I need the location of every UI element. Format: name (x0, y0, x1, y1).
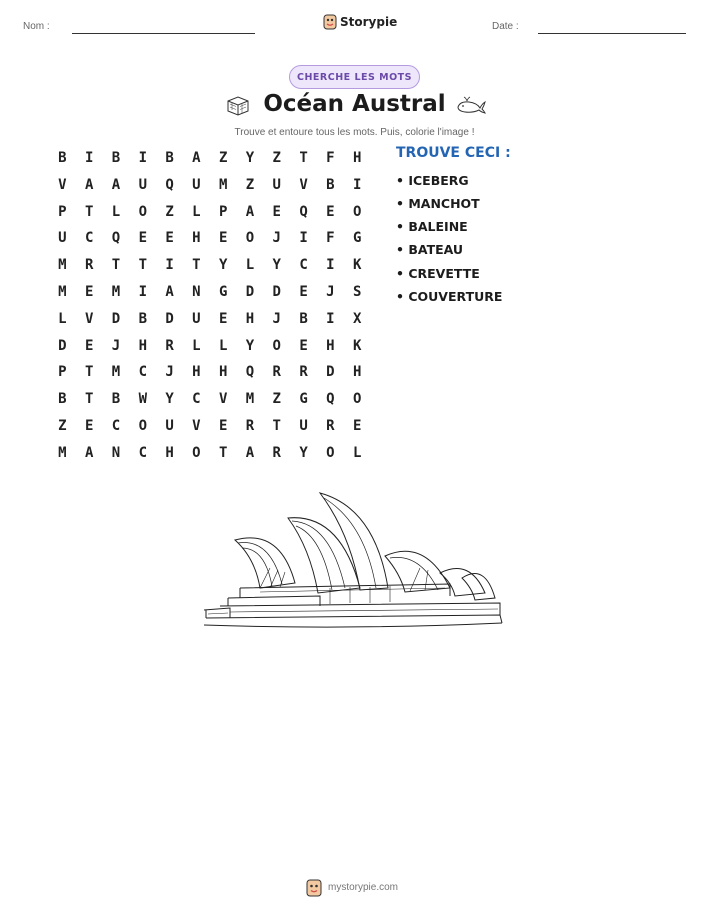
grid-letter[interactable]: T (138, 257, 147, 274)
grid-letter[interactable]: M (58, 284, 67, 300)
word-list-item: • CREVETTE (396, 266, 480, 281)
grid-letter[interactable]: M (58, 257, 67, 274)
grid-letter[interactable]: U (192, 176, 201, 193)
grid-letter[interactable]: V (58, 176, 67, 193)
grid-letter[interactable]: A (245, 444, 255, 461)
grid-letter[interactable]: I (165, 257, 174, 274)
grid-letter[interactable]: T (84, 391, 94, 408)
grid-letter[interactable]: T (84, 364, 94, 381)
storypie-mascot-icon (306, 879, 322, 901)
grid-letter[interactable]: E (218, 310, 228, 327)
grid-letter[interactable]: D (58, 337, 67, 354)
grid-letter[interactable]: N (111, 444, 121, 461)
grid-letter[interactable]: Q (245, 364, 255, 381)
grid-letter[interactable]: K (352, 257, 362, 274)
grid-letter[interactable]: I (84, 150, 94, 166)
grid-letter[interactable]: Z (58, 418, 67, 434)
grid-letter[interactable]: M (245, 391, 255, 408)
grid-letter[interactable]: B (111, 150, 121, 166)
grid-letter[interactable]: K (352, 337, 362, 354)
grid-letter[interactable]: U (58, 230, 67, 247)
grid-letter[interactable]: C (111, 418, 121, 434)
grid-letter[interactable]: I (326, 257, 335, 274)
grid-letter[interactable]: R (165, 337, 174, 354)
grid-letter[interactable]: T (192, 257, 201, 274)
grid-letter[interactable]: T (111, 257, 121, 274)
grid-row (49, 257, 371, 273)
grid-letter[interactable]: A (84, 444, 94, 461)
word-list-item: • BATEAU (396, 242, 464, 257)
grid-letter[interactable]: Y (245, 337, 255, 354)
grid-letter[interactable]: V (192, 418, 201, 434)
grid-letter[interactable]: Y (218, 257, 228, 274)
grid-letter[interactable]: L (352, 444, 362, 461)
grid-letter[interactable]: L (58, 310, 67, 327)
grid-letter[interactable]: O (352, 391, 362, 408)
grid-letter[interactable]: E (299, 337, 308, 354)
grid-row (49, 391, 371, 407)
grid-letter[interactable]: I (138, 150, 147, 166)
grid-letter[interactable]: C (84, 230, 94, 247)
grid-letter[interactable]: H (192, 364, 201, 381)
grid-letter[interactable]: R (326, 418, 335, 434)
grid-letter[interactable]: Q (111, 230, 121, 247)
grid-letter[interactable]: G (352, 230, 362, 247)
grid-letter[interactable]: O (138, 203, 147, 220)
grid-letter[interactable]: J (111, 337, 121, 354)
word-list-item: • COUVERTURE (396, 289, 503, 304)
grid-letter[interactable]: B (299, 310, 308, 327)
grid-letter[interactable]: D (326, 364, 335, 381)
grid-letter[interactable]: R (272, 444, 281, 461)
grid-letter[interactable]: E (299, 284, 308, 300)
grid-letter[interactable]: P (58, 203, 67, 220)
grid-letter[interactable]: Z (272, 150, 281, 166)
grid-row (49, 418, 371, 434)
grid-letter[interactable]: H (352, 150, 362, 166)
grid-letter[interactable]: H (326, 337, 335, 354)
grid-letter[interactable]: U (192, 310, 201, 327)
grid-letter[interactable]: G (218, 284, 228, 300)
grid-letter[interactable]: Y (245, 150, 255, 166)
grid-letter[interactable]: H (352, 364, 362, 381)
grid-letter[interactable]: T (218, 444, 228, 461)
grid-letter[interactable]: L (192, 337, 201, 354)
grid-letter[interactable]: D (165, 310, 174, 327)
grid-letter[interactable]: L (245, 257, 255, 274)
grid-row (49, 204, 371, 220)
word-list-item: • ICEBERG (396, 173, 469, 188)
grid-letter[interactable]: E (272, 203, 281, 220)
grid-letter[interactable]: T (299, 150, 308, 166)
footer-url[interactable]: mystorypie.com (328, 882, 399, 893)
grid-row (49, 284, 371, 300)
word-list-item: • BALEINE (396, 219, 468, 234)
grid-letter[interactable]: M (58, 444, 67, 461)
grid-letter[interactable]: L (111, 203, 121, 220)
grid-letter[interactable]: V (299, 176, 308, 193)
grid-letter[interactable]: R (299, 364, 308, 381)
grid-letter[interactable]: A (111, 176, 121, 193)
grid-letter[interactable]: B (138, 310, 147, 327)
grid-row (49, 445, 371, 461)
grid-letter[interactable]: M (218, 176, 228, 193)
grid-letter[interactable]: J (272, 230, 281, 247)
grid-letter[interactable]: B (111, 391, 121, 408)
date-label: Date : (492, 21, 519, 32)
grid-letter[interactable]: Y (299, 444, 308, 461)
grid-letter[interactable]: X (352, 310, 362, 327)
grid-letter[interactable]: D (272, 284, 281, 300)
grid-letter[interactable]: E (218, 418, 228, 434)
grid-letter[interactable]: R (245, 418, 255, 434)
grid-letter[interactable]: Z (245, 176, 255, 193)
grid-letter[interactable]: E (326, 203, 335, 220)
word-list-title: TROUVE CECI : (396, 145, 511, 161)
grid-letter[interactable]: A (165, 284, 174, 300)
name-label: Nom : (23, 21, 50, 32)
grid-letter[interactable]: H (138, 337, 147, 354)
grid-letter[interactable]: L (218, 337, 228, 354)
storypie-mascot-icon (323, 14, 337, 30)
grid-letter[interactable]: J (165, 364, 174, 381)
grid-letter[interactable]: V (218, 391, 228, 408)
grid-letter[interactable]: L (192, 203, 201, 220)
grid-letter[interactable]: H (192, 230, 201, 247)
grid-letter[interactable]: I (299, 230, 308, 247)
grid-letter[interactable]: Q (326, 391, 335, 408)
grid-letter[interactable]: U (299, 418, 308, 434)
grid-letter[interactable]: N (192, 284, 201, 300)
instructions: Trouve et entoure tous les mots. Puis, colorie l'image ! (234, 127, 475, 138)
grid-letter[interactable]: C (299, 257, 308, 274)
grid-letter[interactable]: E (218, 230, 228, 247)
grid-letter[interactable]: E (84, 418, 94, 434)
grid-letter[interactable]: H (165, 444, 174, 461)
grid-letter[interactable]: J (272, 310, 281, 327)
page-title: Océan Austral (263, 91, 446, 117)
grid-letter[interactable]: U (272, 176, 281, 193)
grid-row (49, 230, 371, 246)
grid-letter[interactable]: W (138, 391, 147, 408)
grid-letter[interactable]: D (111, 310, 121, 327)
grid-letter[interactable]: E (84, 337, 94, 354)
name-line[interactable] (72, 33, 255, 34)
grid-letter[interactable]: E (352, 418, 362, 434)
grid-letter[interactable]: F (326, 150, 335, 166)
grid-letter[interactable]: Z (218, 150, 228, 166)
grid-letter[interactable]: M (111, 284, 121, 300)
opera-house-illustration (200, 488, 510, 637)
grid-letter[interactable]: P (58, 364, 67, 381)
grid-letter[interactable]: F (326, 230, 335, 247)
grid-letter[interactable]: R (272, 364, 281, 381)
grid-letter[interactable]: B (58, 391, 67, 408)
grid-letter[interactable]: O (272, 337, 281, 354)
activity-badge: CHERCHE LES MOTS (289, 65, 420, 89)
grid-letter[interactable]: M (111, 364, 121, 381)
grid-letter[interactable]: O (138, 418, 147, 434)
grid-letter[interactable]: Y (165, 391, 174, 408)
grid-letter[interactable]: R (84, 257, 94, 274)
grid-letter[interactable]: O (245, 230, 255, 247)
grid-row (49, 364, 371, 380)
grid-letter[interactable]: U (165, 418, 174, 434)
grid-letter[interactable]: O (192, 444, 201, 461)
grid-letter[interactable]: T (272, 418, 281, 434)
grid-letter[interactable]: H (245, 310, 255, 327)
grid-letter[interactable]: G (299, 391, 308, 408)
brand-logo (323, 14, 397, 30)
grid-letter[interactable]: C (138, 364, 147, 381)
grid-letter[interactable]: B (326, 176, 335, 193)
grid-letter[interactable]: U (138, 176, 147, 193)
grid-letter[interactable]: C (192, 391, 201, 408)
grid-row (49, 177, 371, 193)
grid-letter[interactable]: Z (272, 391, 281, 408)
grid-letter[interactable]: Q (165, 176, 174, 193)
grid-letter[interactable]: C (138, 444, 147, 461)
whale-icon (455, 96, 487, 120)
grid-letter[interactable]: E (138, 230, 147, 247)
grid-letter[interactable]: I (352, 176, 362, 193)
grid-letter[interactable]: O (352, 203, 362, 220)
grid-letter[interactable]: O (326, 444, 335, 461)
grid-letter[interactable]: A (84, 176, 94, 193)
grid-letter[interactable]: E (84, 284, 94, 300)
grid-letter[interactable]: T (84, 203, 94, 220)
word-list-item: • MANCHOT (396, 196, 480, 211)
grid-letter[interactable]: B (58, 150, 67, 166)
brand-name: Storypie (340, 15, 398, 29)
grid-letter[interactable]: Y (272, 257, 281, 274)
date-line[interactable] (538, 33, 686, 34)
grid-letter[interactable]: I (326, 310, 335, 327)
grid-letter[interactable]: P (218, 203, 228, 220)
grid-row (49, 338, 371, 354)
grid-row (49, 311, 371, 327)
grid-letter[interactable]: J (326, 284, 335, 300)
grid-letter[interactable]: B (165, 150, 174, 166)
grid-letter[interactable]: E (165, 230, 174, 247)
grid-letter[interactable]: V (84, 310, 94, 327)
grid-letter[interactable]: Z (165, 203, 174, 220)
grid-letter[interactable]: Q (299, 203, 308, 220)
grid-row (49, 150, 371, 166)
grid-letter[interactable]: D (245, 284, 255, 300)
grid-letter[interactable]: A (245, 203, 255, 220)
grid-letter[interactable]: H (218, 364, 228, 381)
grid-letter[interactable]: A (192, 150, 201, 166)
grid-letter[interactable]: I (138, 284, 147, 300)
grid-letter[interactable]: S (352, 284, 362, 300)
